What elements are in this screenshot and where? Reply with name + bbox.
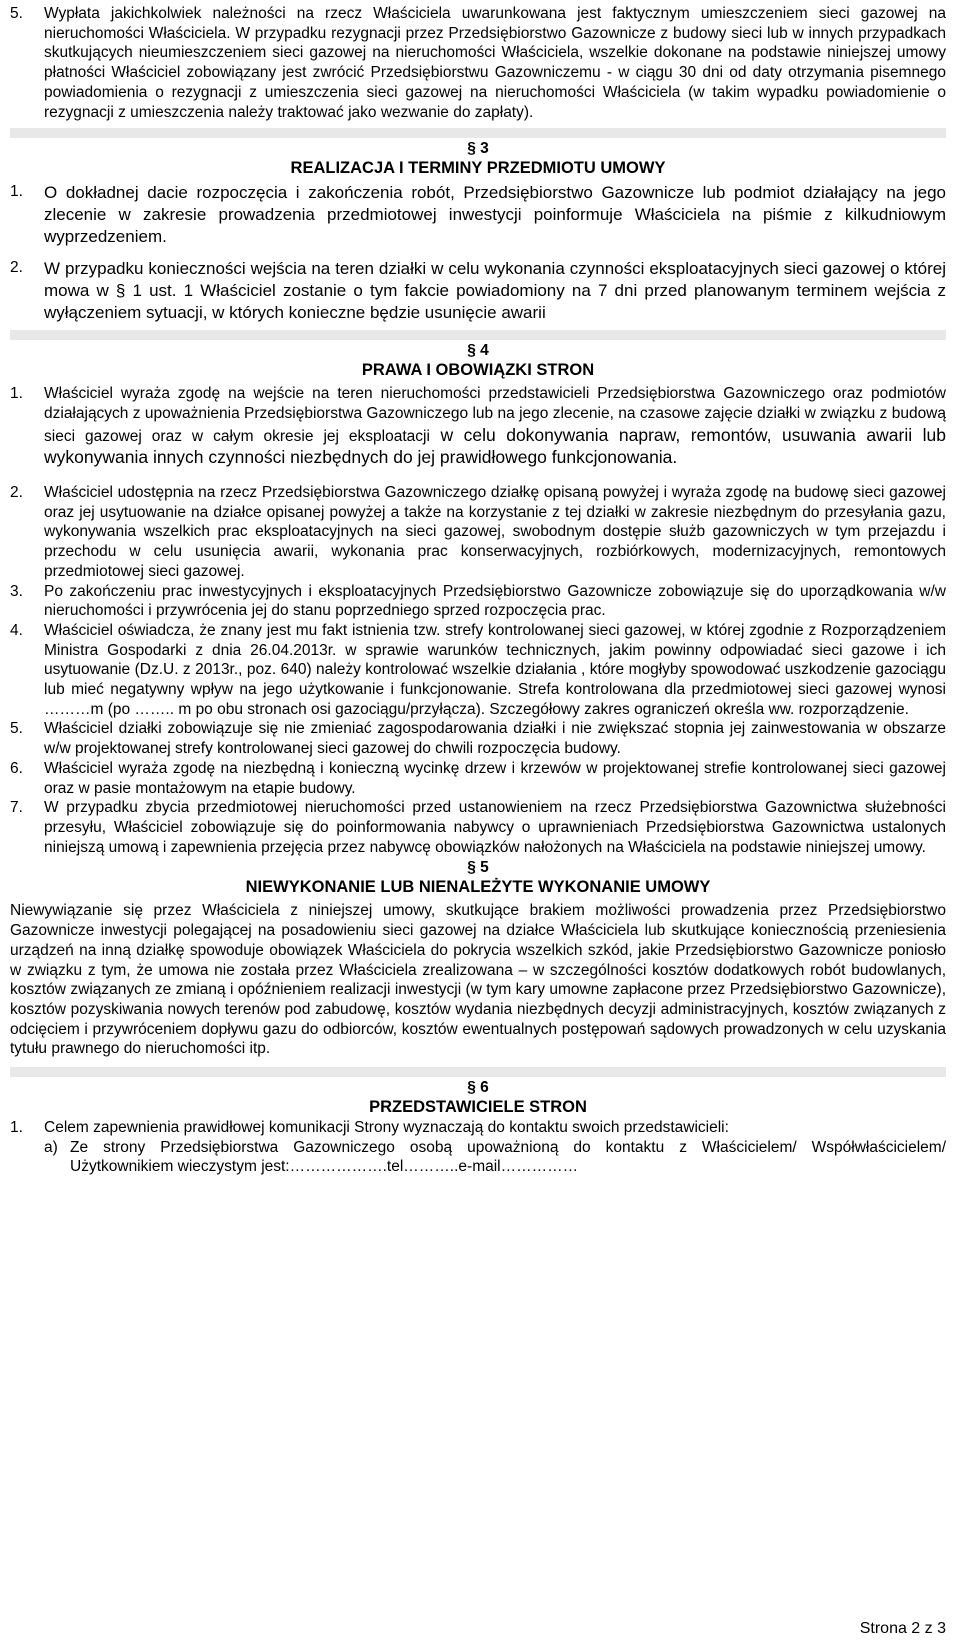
item-text: Wypłata jakichkolwiek należności na rzecz Właściciela uwarunkowana jest faktycznym umieszczeniem sieci gazowej na nieruchomości Właściciela. W przypadku rezygnacji przez Przedsiębiorstwo Gazownicze z budowy sieci lub w innych przypadkach skutkujących nieumieszczeniem sieci gazowej na nieruchomości Właściciela, wszelkie dokonane na podstawie niniejszej umowy płatności Właściciel zobowiązany jest zwrócić Przedsiębiorstwu Gazowniczemu - w ciągu 30 dni od daty otrzymania pisemnego powiadomienia o rezygnacji z umieszczenia sieci gazowej na nieruchomości Właściciela (w takim wypadku powiadomienie o rezygnacji z umieszczenia należy traktować jako wezwanie do zapłaty). [44, 5, 946, 121]
item-text: W przypadku konieczności wejścia na teren działki w celu wykonania czynności eksploatacyjnych sieci gazowej o której mowa w § 1 ust. 1 Właściciel zostanie o tym fakcie powiadomiony na 7 dni przed planowanym terminem wejścia z wyłączeniem sytuacji, w których konieczne będzie usunięcie awarii [44, 259, 946, 323]
list-item [10, 483, 946, 582]
section-title: PRAWA I OBOWIĄZKI STRON [361, 361, 595, 380]
list-item [10, 621, 946, 720]
item-number: 3. [10, 582, 23, 600]
section-number: § 6 [467, 1079, 489, 1097]
item-number: 1. [10, 1119, 23, 1137]
item-text: Właściciel udostępnia na rzecz Przedsiębiorstwa Gazowniczego działkę opisaną powyżej i wyraża zgodę na budowę sieci gazowej oraz jej usytuowanie na działce opisanej powyżej a także na korzystanie z tej działki w zakresie niezbędnym do przesyłania gazu, wykonywania wszelkich prac eksploatacyjnych na sieci gazowej, swobodnym dostępie służb gazowniczych w tym przejazdu i przechodu w celu usunięcia awarii, wykonania prac konserwacyjnych, rozbiórkowych, modernizacyjnych, remontowych przedmiotowej sieci gazowej. [44, 484, 946, 580]
item-number: 6. [10, 759, 23, 777]
item-text-part: w celu dokonywania napraw, remontów, usuwania awarii lub wykonywania innych czynności niezbędnych do jej prawidłowego funkcjonowania. [44, 424, 946, 468]
item-text: Celem zapewnienia prawidłowej komunikacji Strony wyznaczają do kontaktu swoich przedstawicieli: [44, 1119, 729, 1137]
section-title: REALIZACJA I TERMINY PRZEDMIOTU UMOWY [290, 159, 666, 178]
list-item [10, 759, 946, 798]
list-item [10, 258, 946, 324]
section-number: § 3 [467, 140, 489, 158]
paragraph: Niewywiązanie się przez Właściciela z niniejszej umowy, skutkujące brakiem możliwości prowadzenia przez Przedsiębiorstwo Gazownicze inwestycji polegającej na posadowieniu sieci gazowej na działce Właściciela lub skutkujące koniecznością przeniesienia urządzeń na inną działkę spowoduje obowiązek Właściciela do pokrycia wszelkich szkód, jakie Przedsiębiorstwo Gazownicze poniosło w związku z tym, że umowa nie została przez Właściciela zrealizowana – w szczególności kosztów dodatkowych robót budowlanych, kosztów związanych ze zmianą i opóźnieniem realizacji inwestycji (w tym kary umowne zapłacone przez Przedsiębiorstwo Gazownicze), kosztów pozyskiwania nowych terenów pod zabudowę, kosztów wydania niezbędnych decyzji administracyjnych, kosztów związanych z odcięciem i przywróceniem dopływu gazu do odbiorców, kosztów ewentualnych postępowań sądowych prowadzonych w celu uzyskania tytułu prawnego do nieruchomości itp. [10, 902, 946, 1058]
list-item [10, 1118, 946, 1138]
list-item [10, 798, 946, 857]
section-divider [10, 1067, 946, 1077]
item-text: W przypadku zbycia przedmiotowej nieruchomości przed ustanowieniem na rzecz Przedsiębiorstwa Gazownictwa służebności przesyłu, Właściciel zobowiązuje się do poinformowania nabywcy o uprawnieniach Przedsiębiorstwa Gazownictwa ustalonych niniejszą umową i zapewnienia przejęcia przez nabywcę obowiązków nałożonych na Właściciela na podstawie niniejszej umowy. [44, 799, 946, 856]
page-number: Strona 2 z 3 [859, 1620, 946, 1637]
list-item [10, 182, 946, 248]
list-item [10, 719, 946, 758]
section-title: NIEWYKONANIE LUB NIENALEŻYTE WYKONANIE UMOWY [245, 878, 711, 897]
item-number: 1. [10, 183, 23, 201]
section-number: § 5 [467, 859, 489, 877]
item-text: Ze strony Przedsiębiorstwa Gazowniczego osobą upoważnioną do kontaktu z Właścicielem/ Współwłaścicielem/ Użytkownikiem wieczystym jest:……………….tel………..e-mail…………… [70, 1138, 946, 1176]
list-item [10, 4, 946, 122]
item-text-part: Właściciel wyraża zgodę na wejście na teren nieruchomości przedstawicieli Przedsiębiorstwa Gazowniczego oraz podmiotów działających z upoważnienia Przedsiębiorstwa Gazowniczego lub na jego zlecenie, na czasowe zajęcie działki w związku z budową sieci gazowej oraz w całym okresie jej eksploatacji [44, 385, 946, 445]
section-title: PRZEDSTAWICIELE STRON [369, 1098, 587, 1117]
section-number: § 4 [467, 342, 489, 360]
item-number: 2. [10, 259, 23, 277]
list-item [10, 582, 946, 621]
section-divider [10, 330, 946, 340]
item-text: Właściciel wyraża zgodę na niezbędną i konieczną wycinkę drzew i krzewów w projektowanej strefie kontrolowanej sieci gazowej oraz w pasie montażowym na etapie budowy. [44, 759, 946, 797]
item-number: 5. [10, 720, 23, 738]
item-number: 1. [10, 385, 23, 403]
sub-list-item [10, 1138, 946, 1177]
item-number: 2. [10, 484, 23, 502]
item-number: 5. [10, 5, 23, 22]
section-divider [10, 128, 946, 138]
item-number: 4. [10, 621, 23, 639]
item-text: Właściciel działki zobowiązuje się nie zmieniać zagospodarowania działki i nie zwiększać stopnia jej zainwestowania w obszarze w/w projektowanej strefy kontrolowanej sieci gazowej do chwili rozpoczęcia budowy. [44, 720, 946, 758]
item-number: 7. [10, 799, 23, 817]
item-text: O dokładnej dacie rozpoczęcia i zakończenia robót, Przedsiębiorstwo Gazownicze lub podmiot działający na jego zlecenie w zakresie prowadzenia przedmiotowej inwestycji poinformuje Właściciela na piśmie z kilkudniowym wyprzedzeniem. [44, 183, 946, 247]
item-text: Po zakończeniu prac inwestycyjnych i eksploatacyjnych Przedsiębiorstwo Gazownicze zobowiązuje się do uporządkowania w/w nieruchomości i przywrócenia jej do stanu poprzedniego sprzed rozpoczęcia prac. [44, 582, 946, 620]
list-item [10, 384, 946, 469]
item-letter: a) [44, 1138, 58, 1156]
item-text: Właściciel oświadcza, że znany jest mu fakt istnienia tzw. strefy kontrolowanej sieci gazowej, w której zgodnie z Rozporządzeniem Ministra Gospodarki z dnia 26.04.2013r. w sprawie warunków technicznych, jakim powinny odpowiadać sieci gazowe i ich usytuowanie (Dz.U. z 2013r., poz. 640) należy kontrolować wszelkie działania , które mogłyby spowodować uszkodzenie gazociągu lub mieć negatywny wpływ na jego użytkowanie i funkcjonowanie. Strefa kontrolowana dla przedmiotowej sieci gazowej wynosi ………m (po …….. m po obu stronach osi gazociągu/przyłącza). Szczegółowy zakres ograniczeń określa ww. rozporządzenie. [44, 621, 946, 718]
item-text [44, 384, 946, 469]
